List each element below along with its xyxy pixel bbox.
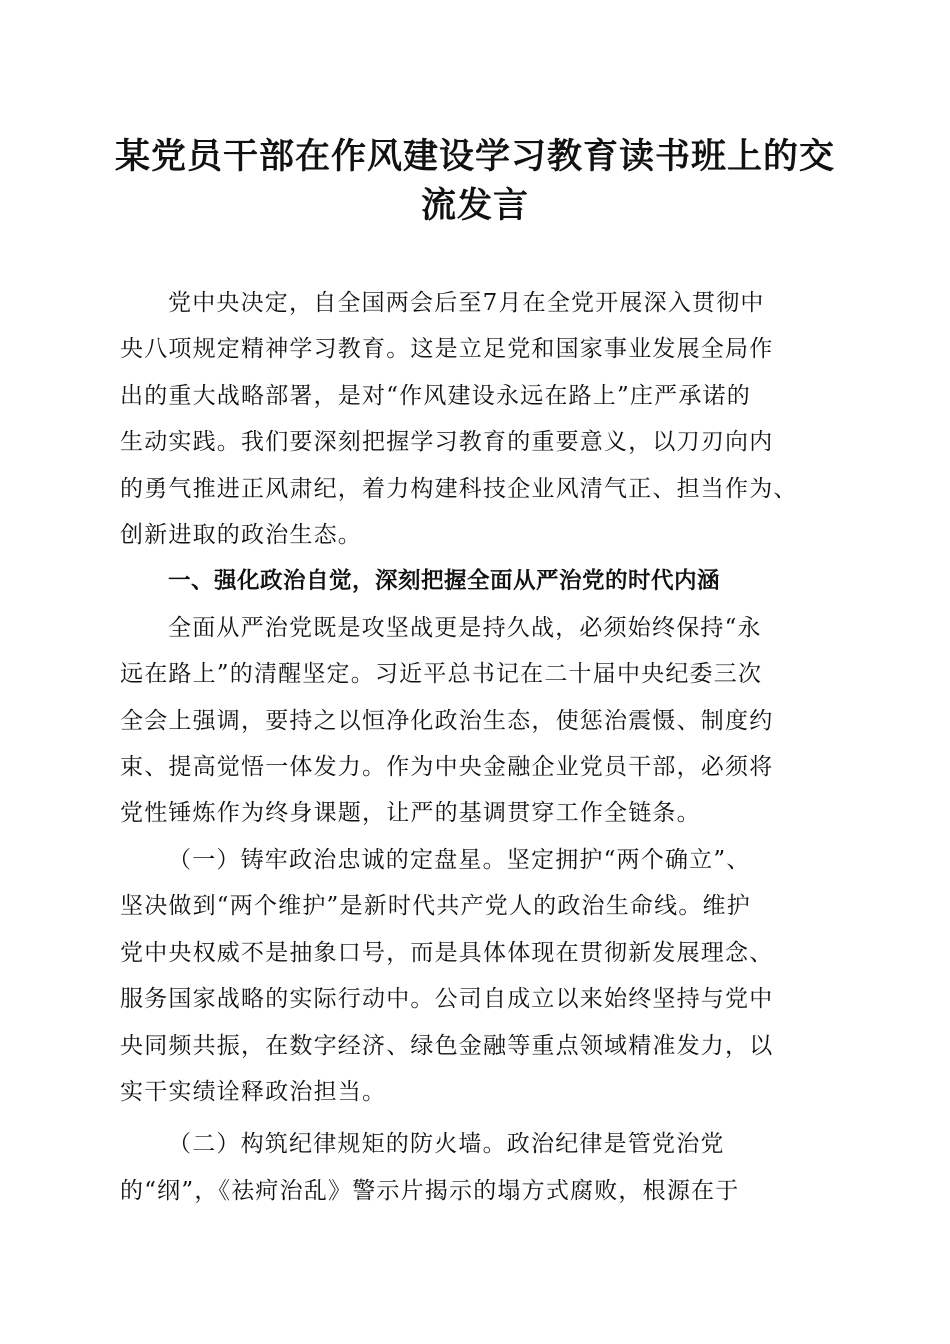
title-line: 某党员干部在作风建设学习教育读书班上的交: [114, 136, 835, 177]
subsection-paragraph-line: 坚决做到“两个维护”是新时代共产党人的政治生命线。维护: [120, 893, 751, 920]
subsection-paragraph-line: 实干实绩诠释政治担当。: [120, 1078, 387, 1105]
subsection-paragraph-line: （二）构筑纪律规矩的防火墙。政治纪律是管党治党: [168, 1131, 725, 1158]
intro-paragraph-line: 党中央决定，自全国两会后至7月在全党开展深入贯彻中: [168, 290, 765, 316]
intro-paragraph-line: 创新进取的政治生态。: [120, 522, 362, 549]
intro-paragraph-line: 央八项规定精神学习教育。这是立足党和国家事业发展全局作: [120, 336, 774, 363]
intro-paragraph-line: 的勇气推进正风肃纪，着力构建科技企业风清气正、担当作为、: [120, 475, 798, 502]
section-paragraph-line: 党性锤炼作为终身课题，让严的基调贯穿工作全链条。: [120, 800, 701, 827]
subsection-paragraph-line: 服务国家战略的实际行动中。公司自成立以来始终坚持与党中: [120, 986, 774, 1013]
section-paragraph-line: 全面从严治党既是攻坚战更是持久战，必须始终保持“永: [168, 614, 762, 641]
section-paragraph-line: 全会上强调，要持之以恒净化政治生态，使惩治震慑、制度约: [120, 707, 774, 734]
document-title: [110, 132, 840, 230]
section-paragraph-line: 束、提高觉悟一体发力。作为中央金融企业党员干部，必须将: [120, 754, 774, 781]
subsection-paragraph-line: 的“纲”，《祛疴治乱》警示片揭示的塌方式腐败，根源在于: [120, 1177, 740, 1204]
intro-paragraph-line: 出的重大战略部署，是对“作风建设永远在路上”庄严承诺的: [120, 382, 751, 409]
section-heading: 一、强化政治自觉，深刻把握全面从严治党的时代内涵: [168, 568, 721, 595]
subsection-paragraph-line: （一）铸牢政治忠诚的定盘星。坚定拥护“两个确立”、: [168, 846, 751, 873]
subsection-paragraph-line: 党中央权威不是抽象口号，而是具体体现在贯彻新发展理念、: [120, 939, 774, 966]
intro-paragraph-line: 生动实践。我们要深刻把握学习教育的重要意义，以刀刃向内: [120, 429, 774, 456]
document-body: [120, 280, 840, 1214]
title-line: 流发言: [420, 185, 529, 226]
subsection-paragraph-line: 央同频共振，在数字经济、绿色金融等重点领域精准发力，以: [120, 1032, 774, 1059]
section-paragraph-line: 远在路上”的清醒坚定。习近平总书记在二十届中央纪委三次: [120, 661, 763, 688]
